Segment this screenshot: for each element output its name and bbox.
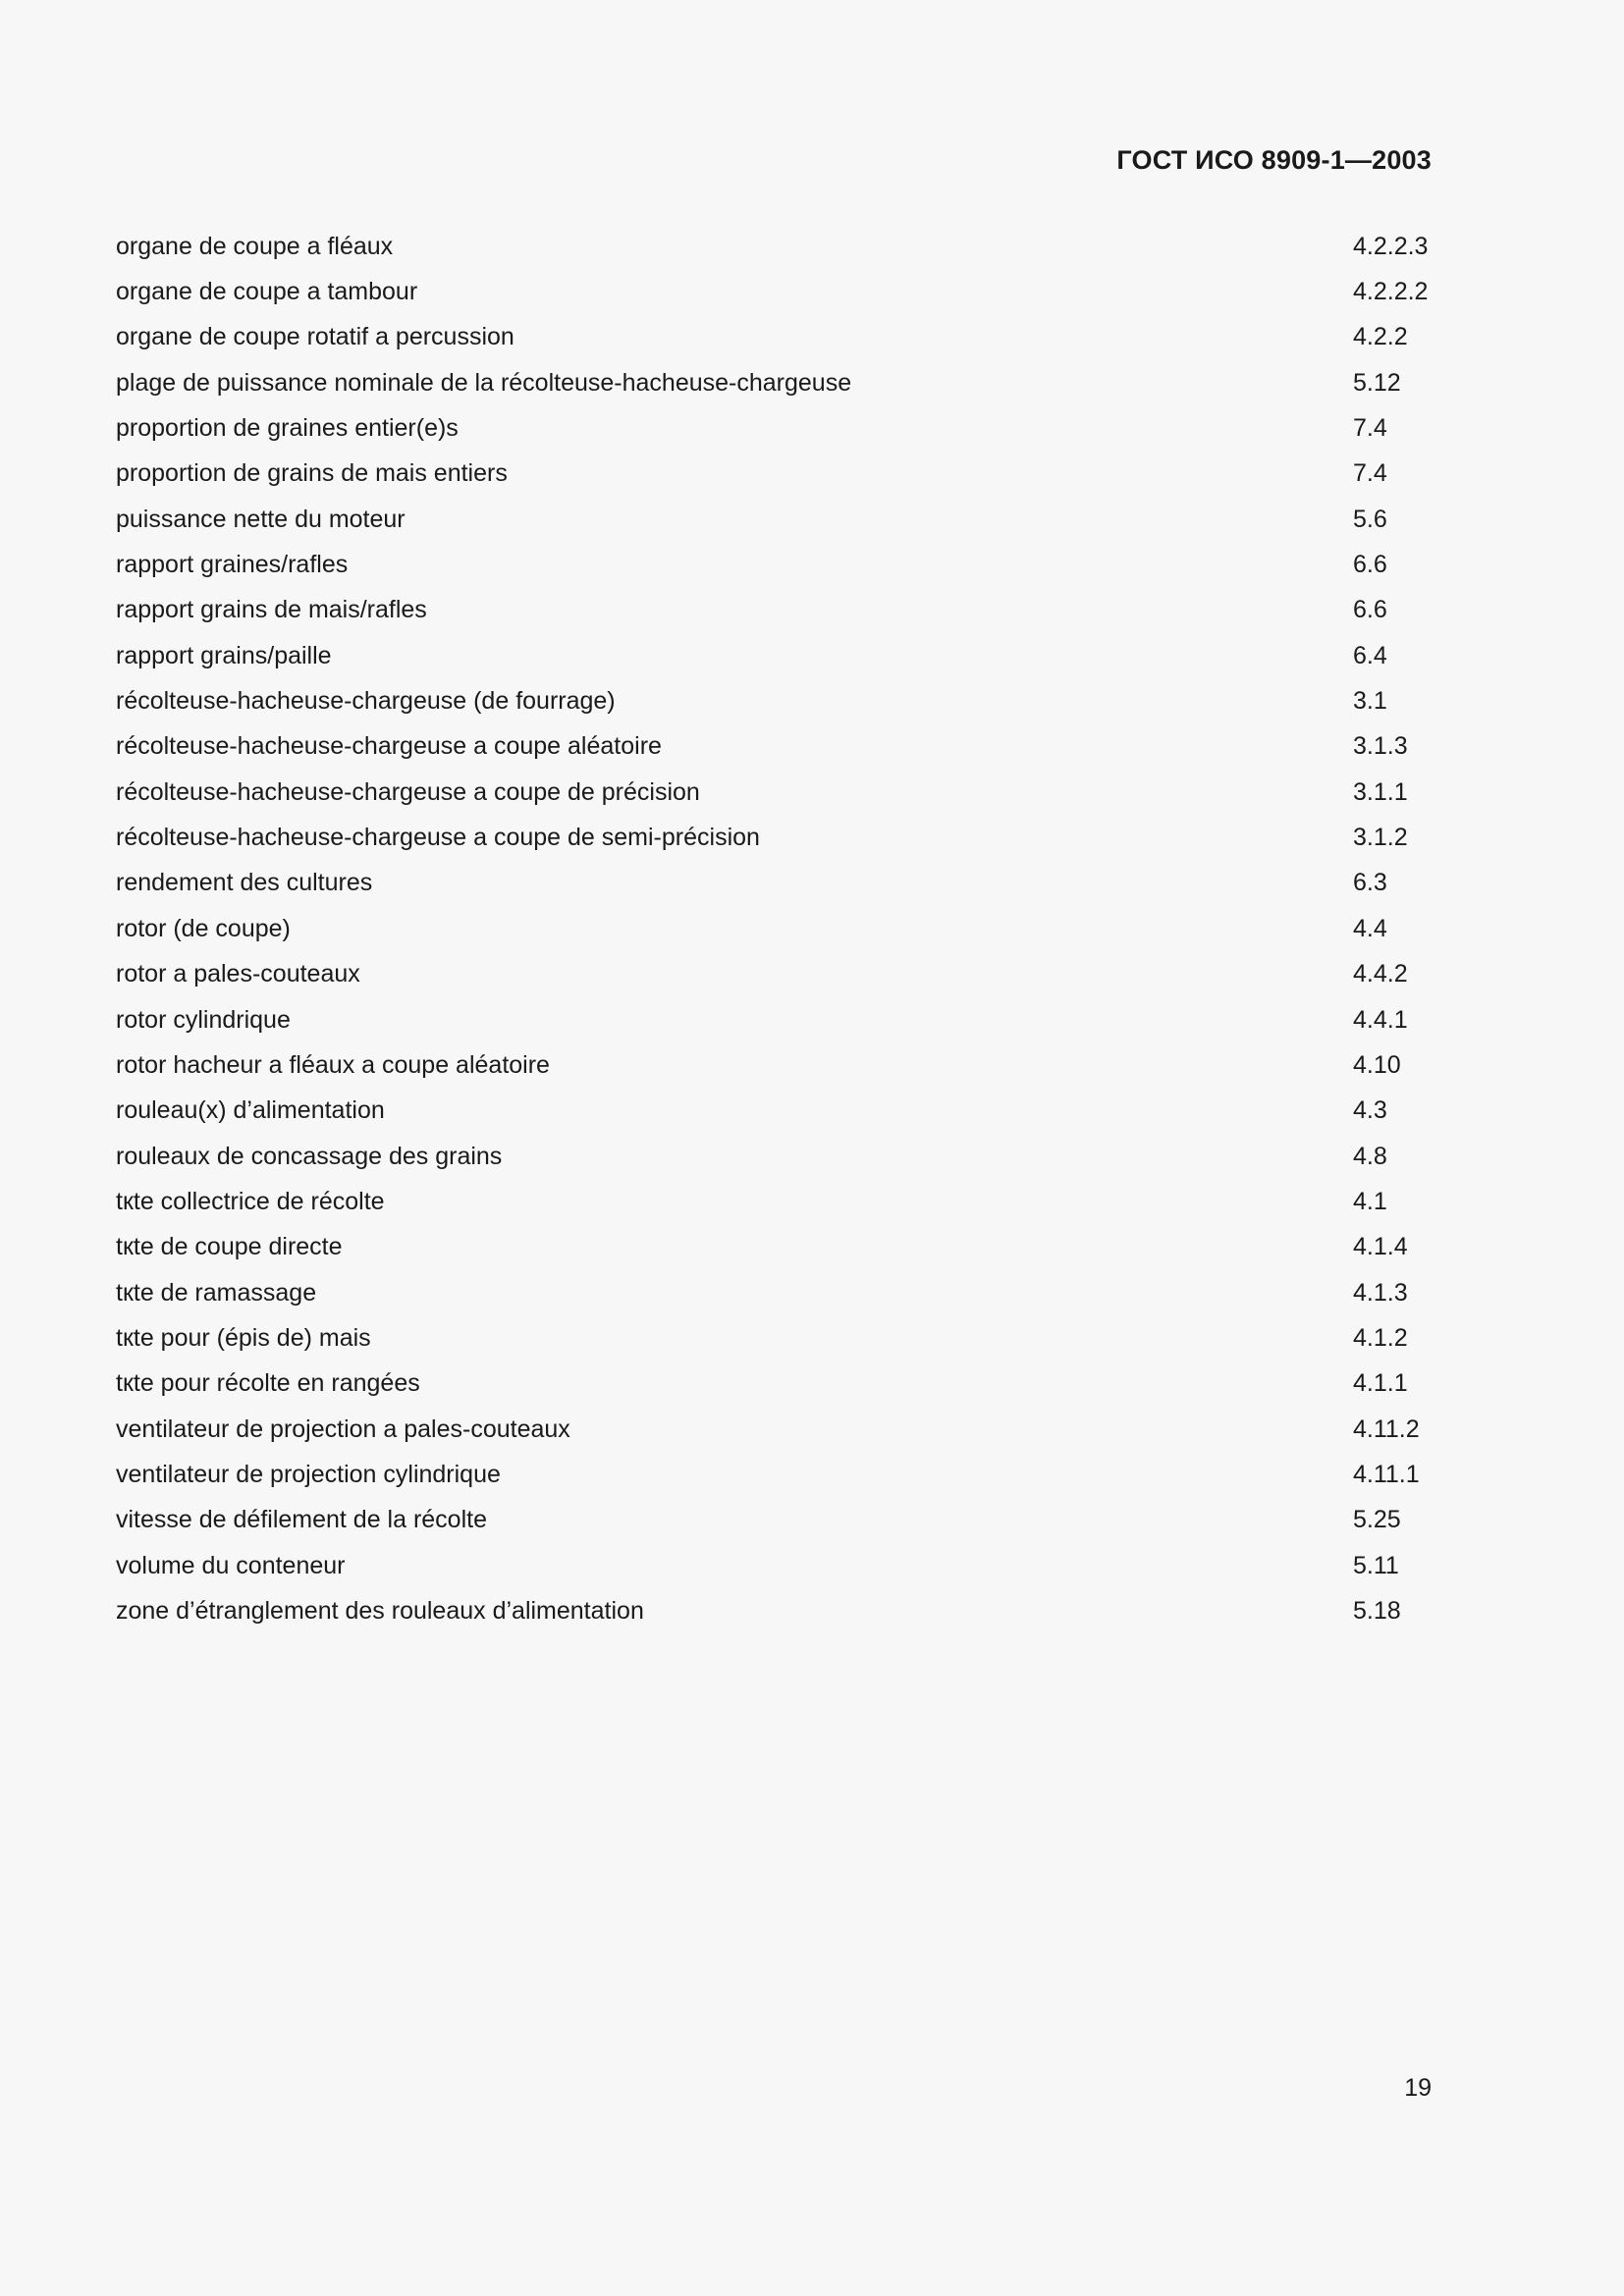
index-term: rotor hacheur a fléaux a coupe aléatoire [116,1050,550,1079]
index-term: rouleau(x) d’alimentation [116,1096,385,1125]
index-entry [116,1134,1432,1179]
index-term: rendement des cultures [116,869,373,897]
index-entry [116,269,1432,314]
index-term: organe de coupe rotatif a percussion [116,323,514,351]
index-reference: 7.4 [1353,414,1387,443]
index-reference: 4.2.2.3 [1353,232,1429,260]
index-entry [116,861,1432,906]
index-term: rapport grains/paille [116,641,332,669]
index-term: rotor (de coupe) [116,914,291,942]
index-entry [116,1089,1432,1134]
index-term: tкte de ramassage [116,1278,317,1307]
index-term: proportion de grains de mais entiers [116,459,508,488]
index-reference: 4.1 [1353,1187,1387,1215]
index-reference: 4.11.1 [1353,1460,1420,1488]
index-reference: 4.1.1 [1353,1369,1408,1398]
index-term: rapport graines/rafles [116,551,349,579]
index-entry [116,633,1432,678]
index-entry [116,588,1432,633]
index-term: organe de coupe a tambour [116,278,418,306]
index-term: plage de puissance nominale de la récolteuse-hacheuse-chargeuse [116,368,852,397]
index-entry [116,724,1432,770]
index-reference: 6.4 [1353,641,1387,669]
page-header: ГОСТ ИСО 8909-1—2003 [1116,145,1432,175]
index-entry [116,1315,1432,1361]
index-reference: 4.2.2 [1353,323,1408,351]
index-reference: 6.6 [1353,551,1387,579]
index-entry [116,224,1432,269]
index-reference: 4.1.2 [1353,1323,1408,1352]
index-term: récolteuse-hacheuse-chargeuse a coupe de précision [116,777,700,806]
index-reference: 7.4 [1353,459,1387,488]
index-reference: 5.11 [1353,1551,1399,1579]
index-reference: 4.1.4 [1353,1233,1408,1261]
index-term: vitesse de défilement de la récolte [116,1506,487,1534]
index-entry [116,906,1432,951]
index-reference: 3.1.1 [1353,777,1408,806]
index-entry [116,452,1432,497]
index-entry [116,1362,1432,1407]
index-term: tкte de coupe directe [116,1233,343,1261]
index-reference: 5.18 [1353,1596,1401,1625]
index-term: proportion de graines entier(e)s [116,414,459,443]
index-term: récolteuse-hacheuse-chargeuse (de fourrage) [116,687,616,716]
index-entry [116,770,1432,815]
index-term: ventilateur de projection a pales-couteaux [116,1415,570,1443]
index-reference: 5.12 [1353,368,1401,397]
index-reference: 4.8 [1353,1142,1387,1170]
index-entry [116,542,1432,587]
index-entry [116,815,1432,860]
index-entry [116,1498,1432,1543]
index-term: tкte collectrice de récolte [116,1187,385,1215]
index-reference: 4.10 [1353,1050,1401,1079]
index-entry [116,1042,1432,1088]
index-entry [116,1543,1432,1588]
index-entry [116,360,1432,405]
index-reference: 6.6 [1353,596,1387,624]
index-reference: 5.6 [1353,505,1387,533]
index-entry [116,405,1432,451]
page-number: 19 [1404,2074,1432,2102]
index-reference: 4.3 [1353,1096,1387,1125]
index-reference: 3.1.3 [1353,732,1408,761]
index-entry [116,1179,1432,1224]
index-term: zone d’étranglement des rouleaux d’alimentation [116,1596,644,1625]
index-term: récolteuse-hacheuse-chargeuse a coupe aléatoire [116,732,662,761]
index-entry [116,1270,1432,1315]
index-term: tкte pour (épis de) mais [116,1323,371,1352]
index-term: rotor a pales-couteaux [116,960,360,988]
index-entry [116,1225,1432,1270]
index-term: volume du conteneur [116,1551,346,1579]
index-reference: 4.1.3 [1353,1278,1408,1307]
index-entry [116,1407,1432,1452]
index-term: rapport grains de mais/rafles [116,596,427,624]
index-reference: 4.2.2.2 [1353,278,1429,306]
index-entry [116,997,1432,1042]
index-term: tкte pour récolte en rangées [116,1369,420,1398]
index-term: récolteuse-hacheuse-chargeuse a coupe de semi-précision [116,824,760,852]
index-entry [116,952,1432,997]
index-reference: 4.4 [1353,914,1387,942]
index-list [116,224,1432,1634]
index-reference: 3.1 [1353,687,1387,716]
index-term: organe de coupe a fléaux [116,232,394,260]
index-term: ventilateur de projection cylindrique [116,1460,501,1488]
index-term: rouleaux de concassage des grains [116,1142,503,1170]
index-reference: 4.11.2 [1353,1415,1420,1443]
index-entry [116,315,1432,360]
index-entry [116,678,1432,723]
index-entry [116,1452,1432,1497]
index-reference: 6.3 [1353,869,1387,897]
index-reference: 5.25 [1353,1506,1401,1534]
index-term: rotor cylindrique [116,1005,291,1034]
index-reference: 3.1.2 [1353,824,1408,852]
index-reference: 4.4.1 [1353,1005,1408,1034]
index-entry [116,497,1432,542]
index-entry [116,1588,1432,1633]
index-reference: 4.4.2 [1353,960,1408,988]
index-term: puissance nette du moteur [116,505,406,533]
